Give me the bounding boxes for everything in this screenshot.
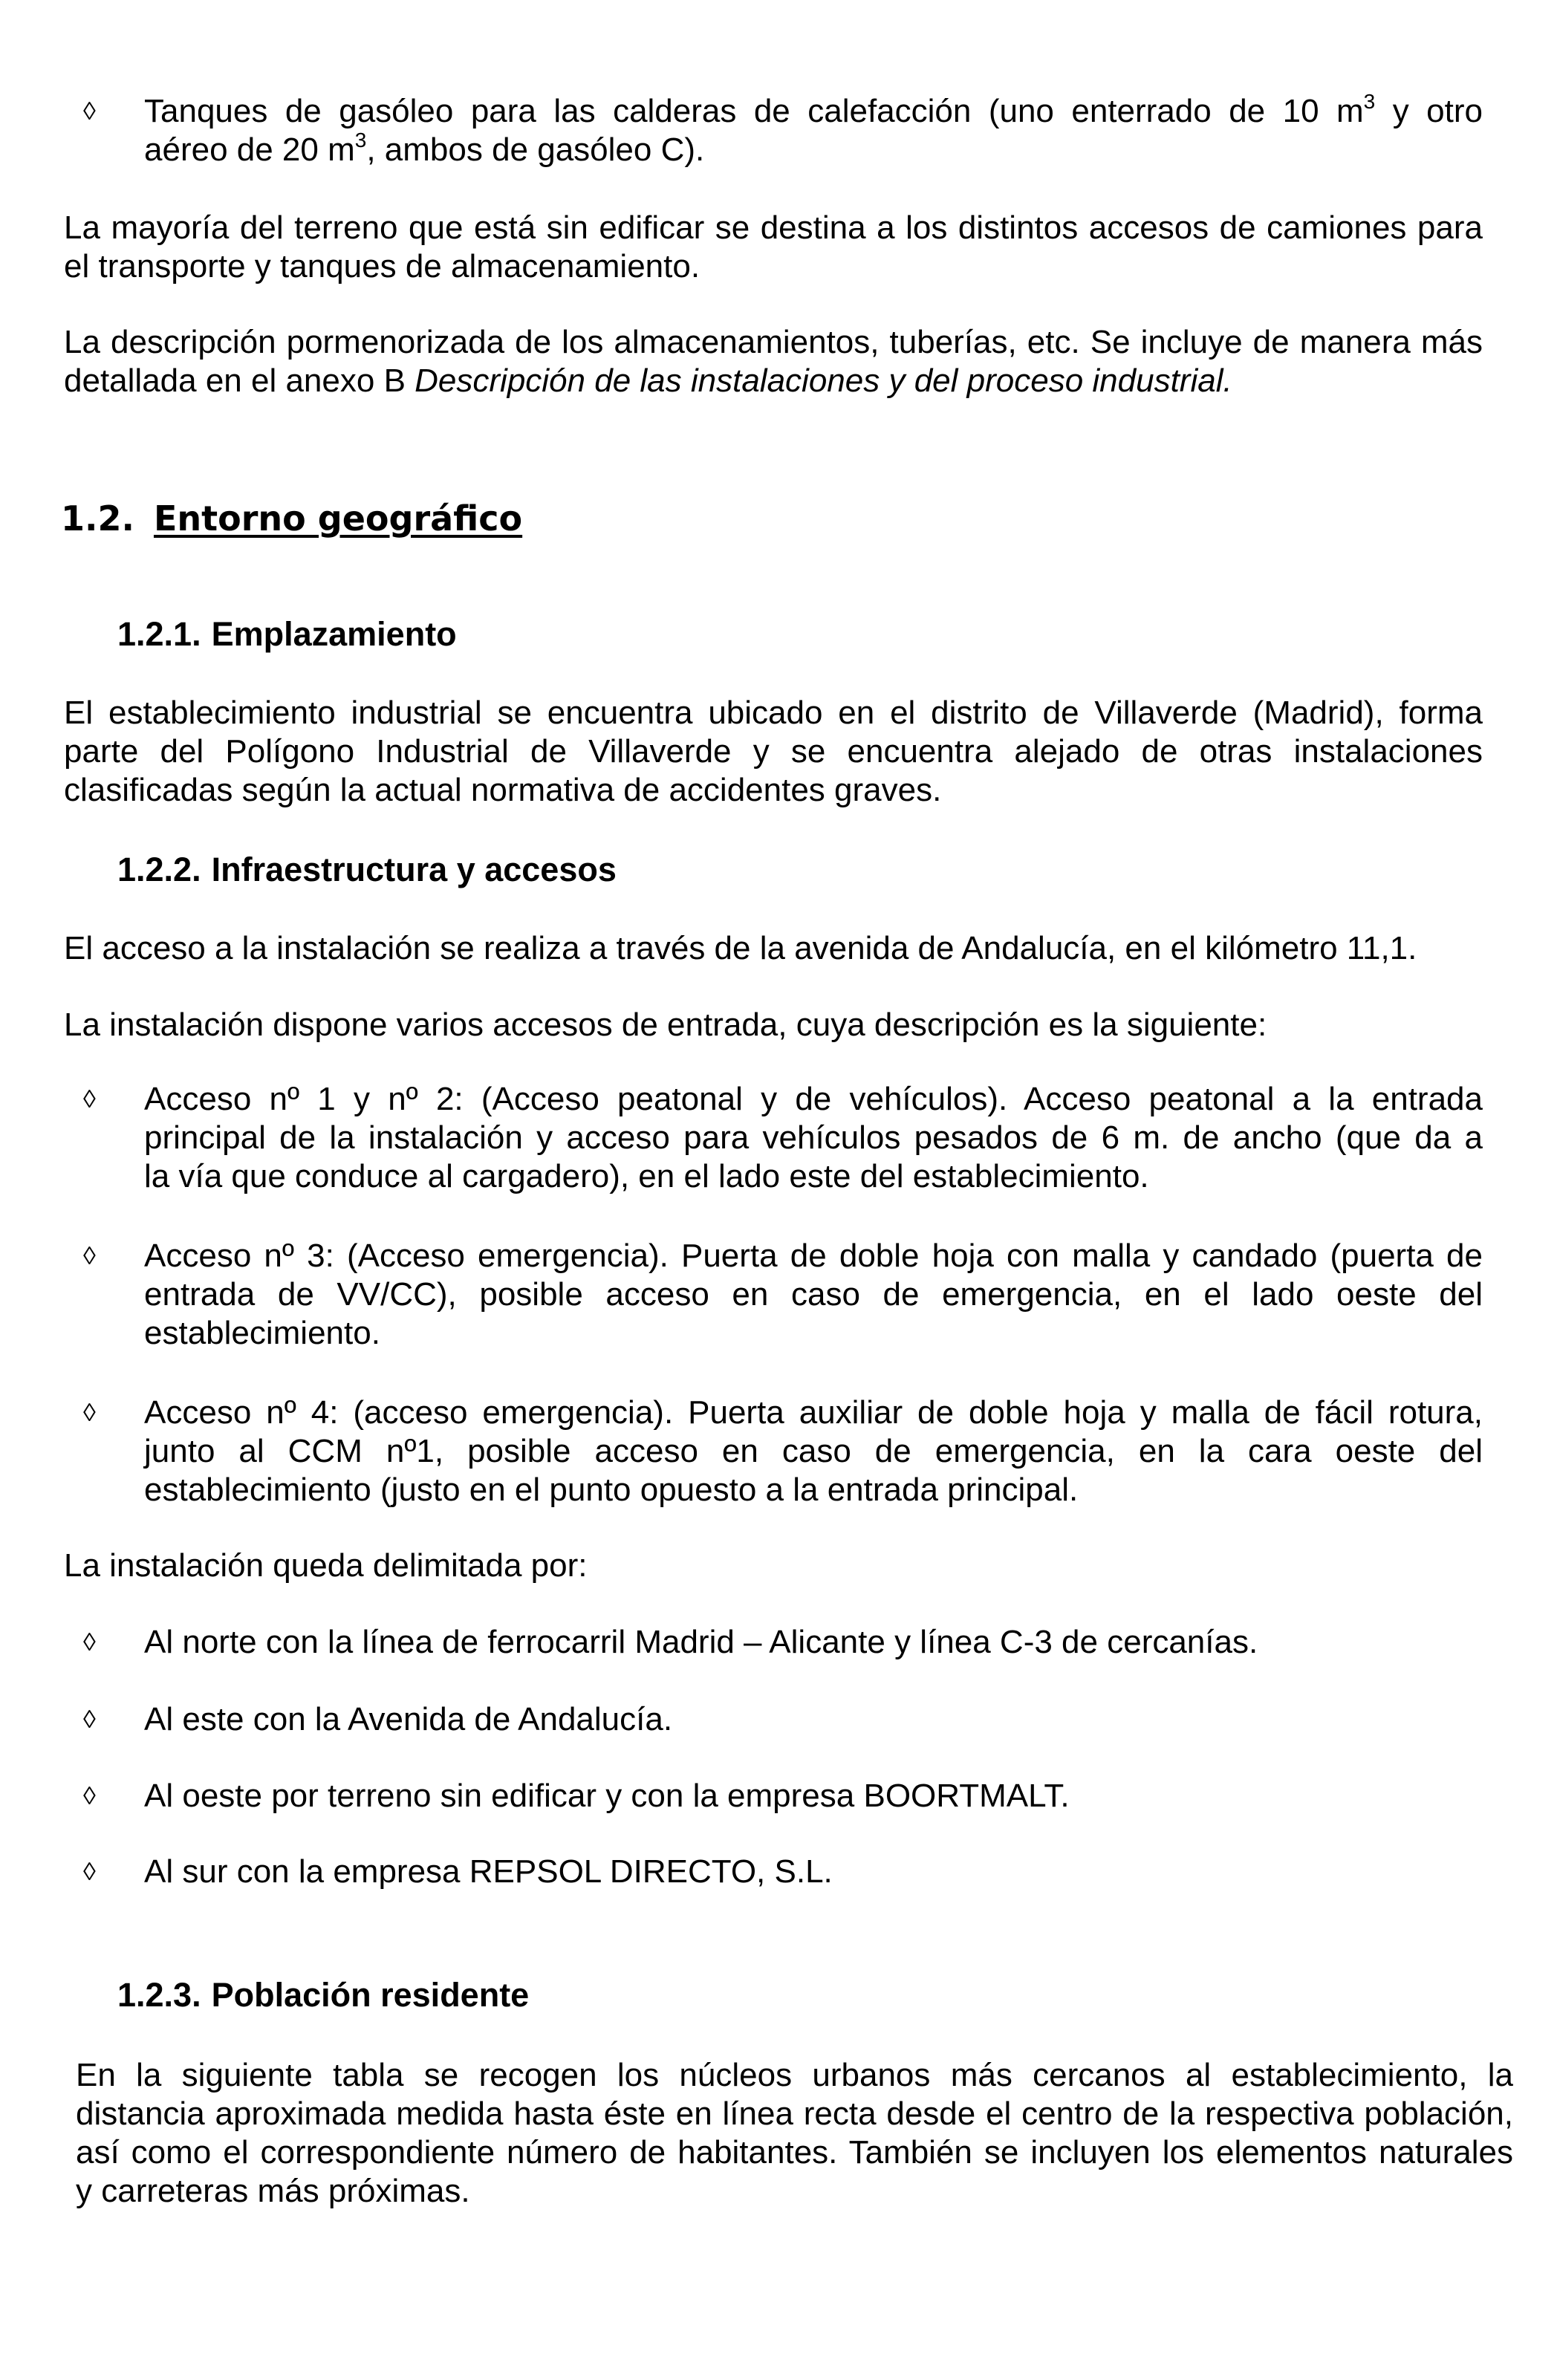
bullet-diamond-icon: ◊ [83, 1242, 96, 1270]
bullet-gasoleo-tanks [144, 92, 1483, 169]
text-segment: El acceso a la instalación se realiza a través de la avenida de Andalucía, en el kilómetro 11,1. [64, 930, 1417, 966]
text-line [144, 1623, 1483, 1662]
paragraph-poblacion [76, 2056, 1513, 2211]
text-segment: y carreteras más próximas. [76, 2173, 470, 2209]
text-segment: La instalación dispone varios accesos de entrada, cuya descripción es la siguiente: [64, 1007, 1267, 1043]
text-line [64, 771, 1483, 810]
bullet-acceso-4 [144, 1394, 1483, 1509]
text-segment: establecimiento (justo en el punto opuesto a la entrada principal. [144, 1472, 1079, 1508]
bullet-diamond-icon: ◊ [83, 1399, 96, 1427]
text-line [144, 1157, 1483, 1196]
text-line [76, 2056, 1513, 2095]
text-line [144, 92, 1483, 131]
paragraph-emplazamiento [64, 694, 1483, 810]
paragraph-descripcion [64, 323, 1483, 400]
text-segment: El establecimiento industrial se encuentra ubicado en el distrito de Villaverde (Madrid), forma [64, 695, 1483, 731]
text-line [64, 247, 1483, 286]
text-segment: Tanques de gasóleo para las calderas de calefacción (uno enterrado de 10 m [144, 93, 1364, 129]
bullet-diamond-icon: ◊ [83, 1085, 96, 1113]
heading-number: 1.2. [61, 498, 134, 539]
bullet-acceso-1-2 [144, 1080, 1483, 1196]
text-line [144, 1080, 1483, 1119]
text-line [76, 2095, 1513, 2133]
text-line [64, 362, 1483, 400]
text-segment: distancia aproximada medida hasta éste en línea recta desde el centro de la respectiva población, [76, 2095, 1513, 2132]
text-segment: Al norte con la línea de ferrocarril Madrid – Alicante y línea C-3 de cercanías. [144, 1624, 1258, 1660]
text-line [76, 2172, 1513, 2211]
section-heading-1-2 [61, 496, 522, 541]
heading-title: Población residente [211, 1976, 530, 2014]
paragraph-acceso [64, 929, 1483, 968]
text-segment: el transporte y tanques de almacenamiento. [64, 248, 701, 285]
text-line [64, 929, 1483, 968]
text-line [144, 1119, 1483, 1157]
superscript: 3 [354, 129, 367, 152]
bullet-diamond-icon: ◊ [83, 1628, 96, 1656]
heading-number: 1.2.2. [117, 851, 201, 888]
heading-number: 1.2.3. [117, 1976, 201, 2014]
text-line [76, 2133, 1513, 2172]
bullet-diamond-icon: ◊ [83, 1782, 96, 1810]
subsection-heading-1-2-2 [117, 849, 617, 891]
text-line [144, 131, 1483, 169]
text-segment: Acceso nº 4: (acceso emergencia). Puerta auxiliar de doble hoja y malla de fácil rotura, [144, 1394, 1483, 1431]
text-line [64, 694, 1483, 732]
text-segment: Acceso nº 3: (Acceso emergencia). Puerta de doble hoja con malla y candado (puerta de [144, 1238, 1483, 1274]
text-line [144, 1853, 1483, 1891]
bullet-diamond-icon: ◊ [83, 1858, 96, 1886]
heading-title: Emplazamiento [211, 615, 457, 653]
bullet-sur [144, 1853, 1483, 1891]
text-line [64, 209, 1483, 247]
text-line [144, 1314, 1483, 1353]
paragraph-terreno [64, 209, 1483, 286]
text-line [64, 732, 1483, 771]
text-segment: detallada en el anexo B [64, 362, 415, 399]
text-segment: , ambos de gasóleo C). [366, 131, 705, 168]
text-segment: junto al CCM nº1, posible acceso en caso de emergencia, en la cara oeste del [144, 1433, 1483, 1469]
text-line [144, 1432, 1483, 1471]
text-segment: Al oeste por terreno sin edificar y con la empresa BOORTMALT. [144, 1778, 1070, 1814]
text-segment: principal de la instalación y acceso para vehículos pesados de 6 m. de ancho (que da a [144, 1119, 1483, 1156]
text-line [64, 1547, 1483, 1585]
paragraph-delimitada [64, 1547, 1483, 1585]
bullet-acceso-3 [144, 1237, 1483, 1353]
heading-title: Infraestructura y accesos [211, 851, 617, 888]
text-line [144, 1471, 1483, 1509]
bullet-diamond-icon: ◊ [83, 1706, 96, 1734]
text-segment: Al sur con la empresa REPSOL DIRECTO, S.L. [144, 1853, 833, 1890]
text-segment: La instalación queda delimitada por: [64, 1547, 588, 1584]
subsection-heading-1-2-3 [117, 1974, 529, 2016]
text-segment: Acceso nº 1 y nº 2: (Acceso peatonal y de vehículos). Acceso peatonal a la entrada [144, 1081, 1483, 1117]
text-segment: clasificadas según la actual normativa de accidentes graves. [64, 772, 942, 808]
bullet-norte [144, 1623, 1483, 1662]
text-line [144, 1394, 1483, 1432]
text-segment: establecimiento. [144, 1315, 380, 1351]
text-segment: entrada de VV/CC), posible acceso en caso de emergencia, en el lado oeste del [144, 1276, 1483, 1313]
text-line [64, 1006, 1483, 1044]
text-line [144, 1777, 1483, 1815]
heading-number: 1.2.1. [117, 615, 201, 653]
text-line [144, 1275, 1483, 1314]
text-segment: La descripción pormenorizada de los almacenamientos, tuberías, etc. Se incluye de manera más [64, 324, 1483, 360]
subsection-heading-1-2-1 [117, 614, 457, 655]
paragraph-accesos-entrada [64, 1006, 1483, 1044]
text-segment: la vía que conduce al cargadero), en el lado este del establecimiento. [144, 1158, 1149, 1194]
text-segment: y otro [1375, 93, 1483, 129]
bullet-diamond-icon: ◊ [83, 97, 96, 126]
bullet-este [144, 1700, 1483, 1739]
text-segment: así como el correspondiente número de habitantes. También se incluyen los elementos naturales [76, 2134, 1513, 2171]
text-segment: parte del Polígono Industrial de Villaverde y se encuentra alejado de otras instalaciones [64, 733, 1483, 770]
text-segment: aéreo de 20 m [144, 131, 355, 168]
text-line [144, 1237, 1483, 1275]
text-segment: La mayoría del terreno que está sin edificar se destina a los distintos accesos de camiones para [64, 209, 1483, 246]
text-line [144, 1700, 1483, 1739]
text-segment: Al este con la Avenida de Andalucía. [144, 1701, 673, 1737]
italic-title: Descripción de las instalaciones y del proceso industrial. [415, 362, 1232, 399]
heading-title: Entorno geográfico [153, 498, 523, 539]
superscript: 3 [1363, 90, 1376, 113]
text-segment: En la siguiente tabla se recogen los núcleos urbanos más cercanos al establecimiento, la [76, 2057, 1513, 2093]
text-line [64, 323, 1483, 362]
bullet-oeste [144, 1777, 1483, 1815]
